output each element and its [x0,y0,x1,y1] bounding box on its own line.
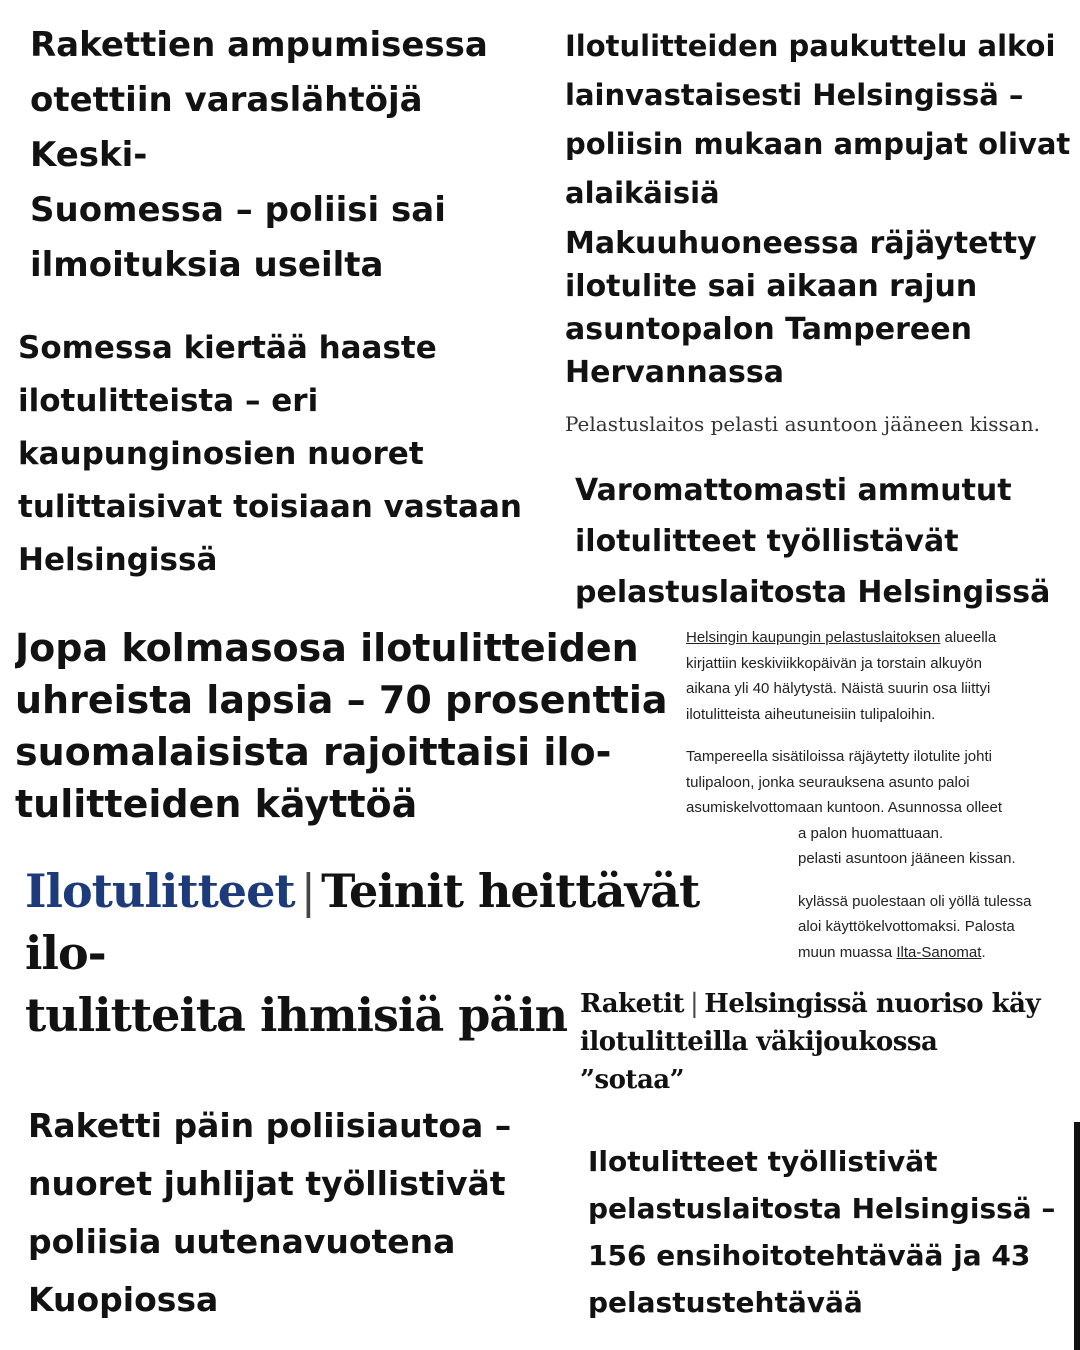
headline-line: otettiin varaslähtöjä Keski- [30,80,423,175]
headline-line: ilotulite sai aikaan rajun [565,269,978,304]
headline-line: pelastuslaitosta Helsingissä – [588,1192,1056,1225]
clipping-paukuttelu-helsinki [565,22,1080,217]
headline-line: ”sotaa” [580,1065,685,1095]
body-text: muun muassa [798,943,897,961]
pelastuslaitos-link[interactable]: Helsingin kaupungin pelastuslaitoksen [686,629,941,646]
paragraph-gap [686,727,1080,744]
headline-line: Rakettien ampumisessa [30,25,488,65]
tag-separator: | [300,864,316,918]
headline-line [30,293,550,298]
clipping-varaslahdot-keski-suomi [30,18,550,298]
headline-line: poliisia uutenavuotena [28,1222,456,1261]
headline-line: tulitteiden käyttöä [15,782,418,826]
body-text: alueella [940,629,997,646]
headline-line: alaikäisiä [565,176,720,210]
headline-line: suomalaisista rajoittaisi ilo- [15,730,612,774]
ilta-sanomat-link[interactable]: Ilta-Sanomat [896,943,982,961]
clipping-raketit-sotaa [580,985,1080,1105]
body-line: Tampereella sisätiloissa räjäytetty ilotulite johti [686,748,992,765]
headline-line: Raketti päin poliisiautoa – [28,1106,512,1145]
body-line: aikana yli 40 hälytystä. Näistä suurin osa liittyi [686,680,991,697]
body-line [798,940,1080,966]
headline [28,1097,568,1329]
headline-line: tulitteita ihmisiä päin [25,988,568,1042]
body-line: kylässä puolestaan oli yöllä tulessa [798,892,1032,910]
headline-line: Makuuhuoneessa räjäytetty [565,226,1037,261]
headline-text: Teinit heittävät ilo- [25,864,700,980]
body-text: . [981,943,986,961]
headline-line: ilotulitteilla väkijoukossa [580,1027,938,1057]
headline [565,222,1080,394]
topic-tag[interactable]: Ilotulitteet [25,864,295,918]
headline-line: Jopa kolmasosa ilotulitteiden [15,626,639,670]
headline-line: Ilotulitteiden paukuttelu alkoi [565,29,1056,63]
body-line: kirjattiin keskiviikkopäivän ja torstain alkuyön [686,654,982,672]
body-line: aloi käyttökelvottomaksi. Palosta [798,918,1015,935]
subtitle: Pelastuslaitos pelasti asuntoon jääneen kissan. [565,412,1040,436]
body-line: asumiskelvottomaan kuntoon. Asunnossa olleet [686,799,1003,816]
clipping-varomattomasti-ammutut [575,465,1080,615]
headline [30,18,550,298]
body-line: pelasti asuntoon jääneen kissan. [798,850,1016,867]
headline-line: 156 ensihoitotehtävää ja 43 [588,1239,1031,1272]
headline [565,22,1080,217]
clipping-kolmasosa-lapsia [15,622,675,832]
headline-line: Suomessa – poliisi sai [30,190,446,230]
clipping-raketti-poliisiauto [28,1097,568,1337]
headline [580,985,1080,1099]
body-line [686,625,1080,651]
topic-tag[interactable]: Raketit [580,989,685,1019]
headline-line [25,860,785,984]
headline-line: pelastuslaitosta Helsingissä [575,575,1051,610]
headline-line: Ilotulitteet työllistivät [588,1145,938,1178]
headline [18,322,558,587]
clipping-makuuhuone-hervanta [565,222,1080,460]
headline-line: lainvastaisesti Helsingissä – [565,78,1024,112]
headline-line: Somessa kiertää haaste [18,330,437,366]
headline [15,622,675,830]
headline-text: Helsingissä nuoriso käy [704,989,1041,1019]
clipping-somessa-haaste [18,322,558,592]
headline-line: Kuopiossa [28,1280,219,1319]
headline [575,465,1080,615]
headline [588,1138,1080,1326]
body-line: a palon huomattuaan. [798,824,944,842]
headline-line: tulittaisivat toisiaan vastaan [18,489,522,525]
headline-line: ilotulitteet työllistävät [575,524,959,559]
body-line: tulipaloon, jonka seurauksena asunto paloi [686,773,970,791]
headline-line: Helsingissä [18,542,218,578]
body-line: ilotulitteista aiheutuneisiin tulipaloihin. [686,705,936,723]
headline-line: asuntopalon Tampereen [565,312,972,347]
headline-line: uhreista lapsia – 70 prosenttia [15,678,668,722]
headline-line: nuoret juhlijat työllistivät [28,1164,506,1203]
headline-line: Hervannassa [565,355,784,390]
headline-line: kaupunginosien nuoret [18,436,424,472]
headline-line: Varomattomasti ammutut [575,473,1012,508]
tag-separator: | [690,989,699,1019]
edge-divider [1074,1122,1080,1350]
body-paragraph [686,625,1080,727]
headline-line [580,985,1080,1023]
headline-line: pelastustehtävää [588,1286,863,1319]
body-paragraph [686,744,1080,872]
headline-line: ilmoituksia useilta [30,245,384,285]
clipping-ensihoitotehtavaa [588,1138,1080,1338]
headline-line: poliisin mukaan ampujat olivat [565,127,1071,161]
headline-line: ilotulitteista – eri [18,383,319,419]
